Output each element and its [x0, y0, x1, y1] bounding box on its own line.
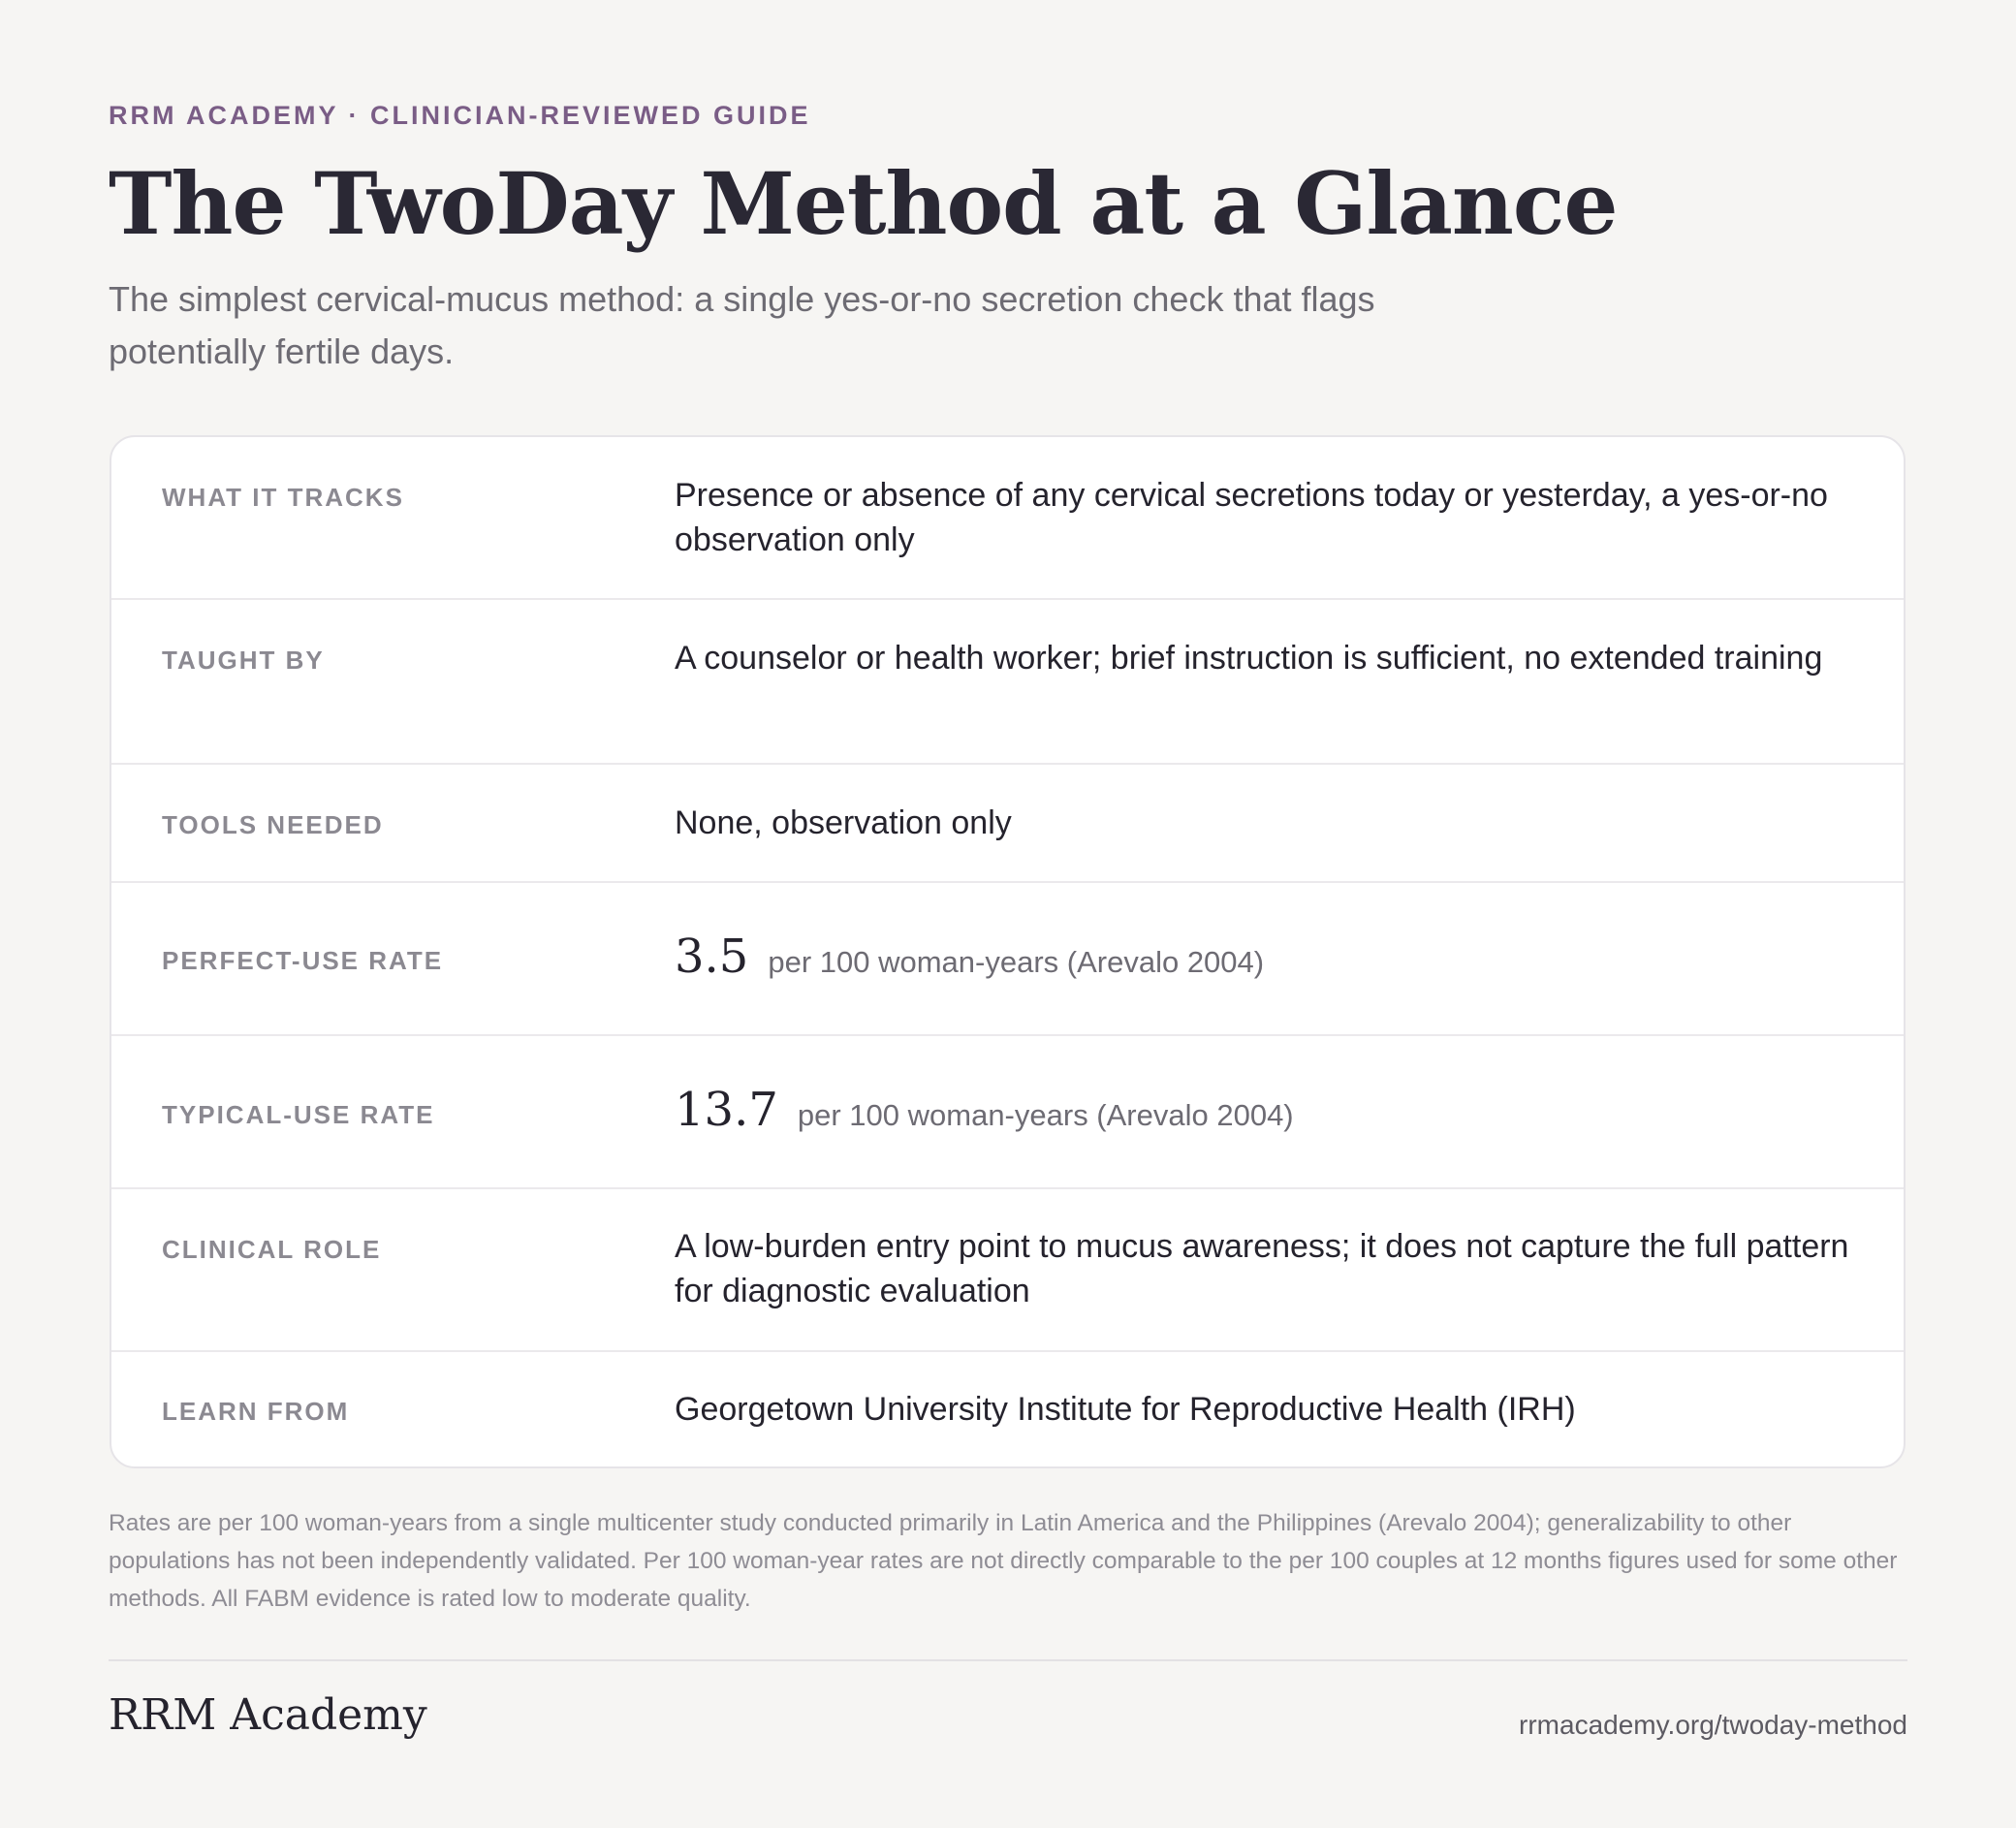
row-label: TAUGHT BY: [162, 646, 325, 675]
row-learn-from: [111, 1352, 1904, 1468]
row-tools-needed: [111, 765, 1904, 883]
brand-logo: RRM Academy: [109, 1690, 427, 1740]
method-summary-card: [110, 435, 1906, 1468]
footnote: Rates are per 100 woman-years from a single multicenter study conducted primarily in Latin America and the Philippines (Arevalo 2004); generalizability to other populations has not been independently validated. Per 100 woman-year rates are not directly comparable to the per 100 couples at 12 months figures used for some other methods. All FABM evidence is rated low to moderate quality.: [109, 1510, 1898, 1612]
page-title: The TwoDay Method at a Glance: [109, 153, 1618, 254]
row-label: PERFECT-USE RATE: [162, 946, 444, 975]
row-perfect-use-rate: [111, 883, 1904, 1036]
page-subtitle: The simplest cervical-mucus method: a single yes-or-no secretion check that flags potentially fertile days.: [109, 279, 1375, 371]
eyebrow: RRM ACADEMY · CLINICIAN-REVIEWED GUIDE: [109, 101, 811, 130]
row-label: WHAT IT TRACKS: [162, 483, 404, 512]
rate-value: [675, 1083, 1294, 1137]
row-value: A counselor or health worker; brief instruction is sufficient, no extended training: [675, 640, 1823, 677]
row-label: TYPICAL-USE RATE: [162, 1100, 435, 1129]
row-label: LEARN FROM: [162, 1397, 350, 1426]
guide-page: [109, 0, 1907, 1828]
row-label: TOOLS NEEDED: [162, 810, 384, 839]
rate-value: [675, 930, 1264, 984]
row-what-it-tracks: [111, 437, 1904, 600]
row-value: A low-burden entry point to mucus awareness; it does not capture the full pattern for diagnostic evaluation: [675, 1228, 1849, 1309]
footer-divider: [109, 1659, 1907, 1661]
rate-number: 3.5: [675, 930, 749, 984]
rate-number: 13.7: [675, 1083, 778, 1137]
row-value: None, observation only: [675, 804, 1012, 841]
rate-text: per 100 woman-years (Arevalo 2004): [797, 1098, 1294, 1132]
row-typical-use-rate: [111, 1036, 1904, 1189]
row-value: Georgetown University Institute for Reproductive Health (IRH): [675, 1391, 1576, 1428]
footer-url[interactable]: rrmacademy.org/twoday-method: [1519, 1710, 1907, 1740]
row-value: Presence or absence of any cervical secretions today or yesterday, a yes-or-no observation only: [675, 477, 1828, 558]
row-taught-by: [111, 600, 1904, 765]
row-label: CLINICAL ROLE: [162, 1235, 382, 1264]
rate-text: per 100 woman-years (Arevalo 2004): [768, 945, 1265, 979]
row-clinical-role: [111, 1189, 1904, 1352]
